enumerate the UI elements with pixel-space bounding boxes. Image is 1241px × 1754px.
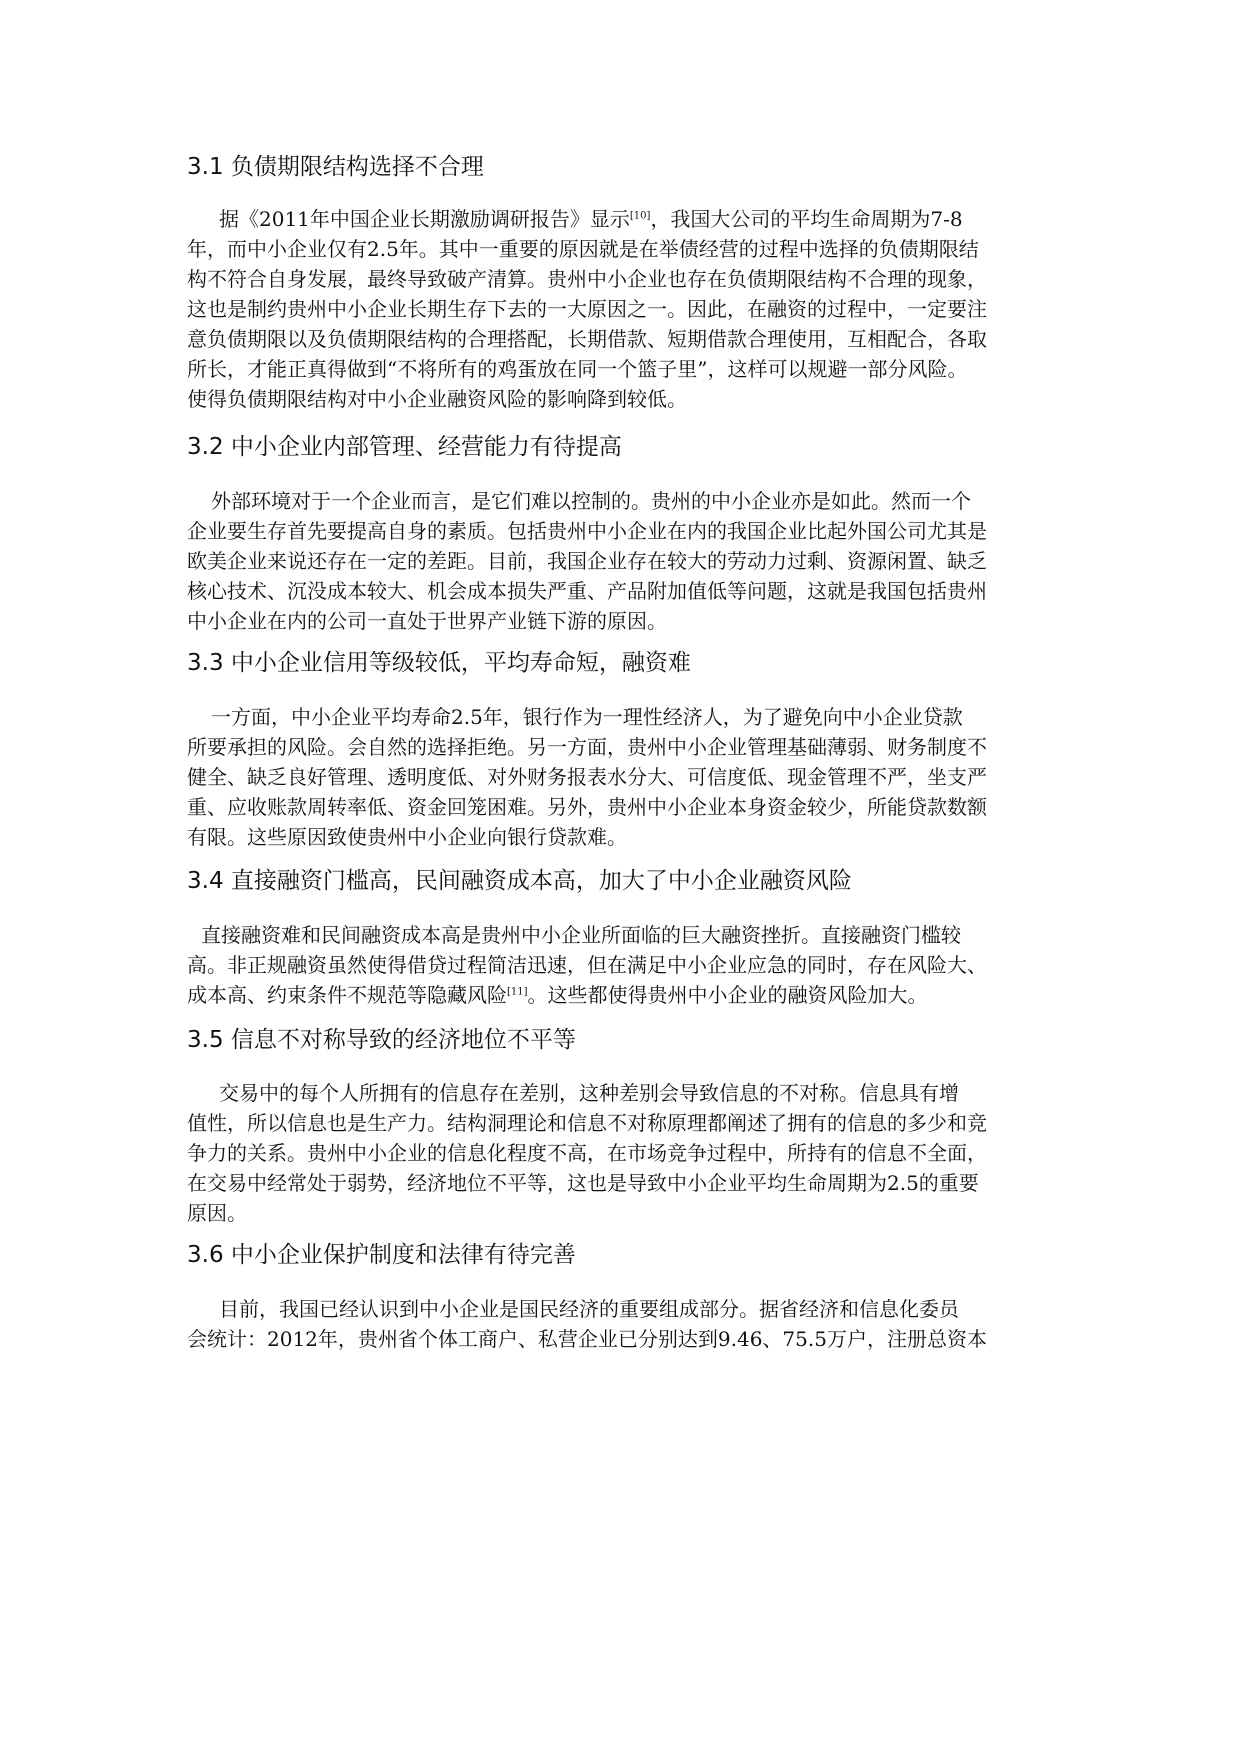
- section-heading-3-2: 3.2 中小企业内部管理、经营能力有待提高: [187, 434, 622, 460]
- paragraph-line: 健全、缺乏良好管理、透明度低、对外财务报表水分大、可信度低、现金管理不严，坐支严: [187, 765, 987, 789]
- paragraph-line: 会统计：2012年，贵州省个体工商户、私营企业已分别达到9.46、75.5万户，注册总资本: [187, 1327, 987, 1351]
- paragraph-line: 重、应收账款周转率低、资金回笼困难。另外，贵州中小企业本身资金较少，所能贷款数额: [187, 795, 987, 819]
- paragraph-line: 原因。: [187, 1201, 247, 1225]
- paragraph-line: 核心技术、沉没成本较大、机会成本损失严重、产品附加值低等问题，这就是我国包括贵州: [187, 579, 987, 603]
- section-heading-3-4: 3.4 直接融资门槛高，民间融资成本高，加大了中小企业融资风险: [187, 868, 852, 894]
- paragraph-line: 所要承担的风险。会自然的选择拒绝。另一方面，贵州中小企业管理基础薄弱、财务制度不: [187, 735, 987, 759]
- citation-marker: [10]: [629, 210, 651, 222]
- paragraph-line: 构不符合自身发展，最终导致破产清算。贵州中小企业也存在负债期限结构不合理的现象，: [187, 267, 987, 291]
- paragraph-line: 值性，所以信息也是生产力。结构洞理论和信息不对称原理都阐述了拥有的信息的多少和竞: [187, 1111, 987, 1135]
- section-paragraph-3-6: [187, 1294, 1057, 1354]
- paragraph-line: 交易中的每个人所拥有的信息存在差别，这种差别会导致信息的不对称。信息具有增: [219, 1081, 959, 1105]
- paragraph-line: 年，而中小企业仅有2.5年。其中一重要的原因就是在举债经营的过程中选择的负债期限结: [187, 237, 979, 261]
- paragraph-line: 这也是制约贵州中小企业长期生存下去的一大原因之一。因此，在融资的过程中，一定要注: [187, 297, 987, 321]
- section-paragraph-3-1: [187, 204, 1057, 414]
- paragraph-line: 成本高、约束条件不规范等隐藏风险[11]。这些都使得贵州中小企业的融资风险加大。: [187, 983, 928, 1007]
- section-paragraph-3-3: [187, 702, 1057, 852]
- section-heading-3-6: 3.6 中小企业保护制度和法律有待完善: [187, 1242, 576, 1268]
- paragraph-line: 直接融资难和民间融资成本高是贵州中小企业所面临的巨大融资挫折。直接融资门槛较: [201, 923, 961, 947]
- paragraph-line: 企业要生存首先要提高自身的素质。包括贵州中小企业在内的我国企业比起外国公司尤其是: [187, 519, 987, 543]
- paragraph-line: 欧美企业来说还存在一定的差距。目前，我国企业存在较大的劳动力过剩、资源闲置、缺乏: [187, 549, 987, 573]
- citation-marker: [11]: [507, 986, 528, 998]
- section-paragraph-3-5: [187, 1078, 1057, 1228]
- paragraph-line: 一方面，中小企业平均寿命2.5年，银行作为一理性经济人，为了避免向中小企业贷款: [211, 705, 963, 729]
- paragraph-line: 使得负债期限结构对中小企业融资风险的影响降到较低。: [187, 387, 687, 411]
- section-heading-3-3: 3.3 中小企业信用等级较低，平均寿命短，融资难: [187, 650, 691, 676]
- section-heading-3-5: 3.5 信息不对称导致的经济地位不平等: [187, 1027, 576, 1053]
- paragraph-line: 在交易中经常处于弱势，经济地位不平等，这也是导致中小企业平均生命周期为2.5的重要: [187, 1171, 979, 1195]
- paragraph-line: 中小企业在内的公司一直处于世界产业链下游的原因。: [187, 609, 667, 633]
- paragraph-line: 据《2011年中国企业长期激励调研报告》显示[10]，我国大公司的平均生命周期为7-8: [219, 207, 963, 231]
- paragraph-line: 意负债期限以及负债期限结构的合理搭配，长期借款、短期借款合理使用，互相配合，各取: [187, 327, 987, 351]
- section-heading-3-1: 3.1 负债期限结构选择不合理: [187, 154, 484, 180]
- paragraph-line: 争力的关系。贵州中小企业的信息化程度不高，在市场竞争过程中，所持有的信息不全面，: [187, 1141, 987, 1165]
- paragraph-line: 有限。这些原因致使贵州中小企业向银行贷款难。: [187, 825, 627, 849]
- section-paragraph-3-2: [187, 486, 1057, 636]
- paragraph-line: 目前，我国已经认识到中小企业是国民经济的重要组成部分。据省经济和信息化委员: [219, 1297, 959, 1321]
- paragraph-line: 高。非正规融资虽然使得借贷过程简洁迅速，但在满足中小企业应急的同时，存在风险大、: [187, 953, 987, 977]
- paragraph-line: 外部环境对于一个企业而言，是它们难以控制的。贵州的中小企业亦是如此。然而一个: [211, 489, 971, 513]
- paragraph-line: 所长，才能正真得做到“不将所有的鸡蛋放在同一个篮子里”，这样可以规避一部分风险。: [187, 357, 968, 381]
- section-paragraph-3-4: [187, 920, 1057, 1010]
